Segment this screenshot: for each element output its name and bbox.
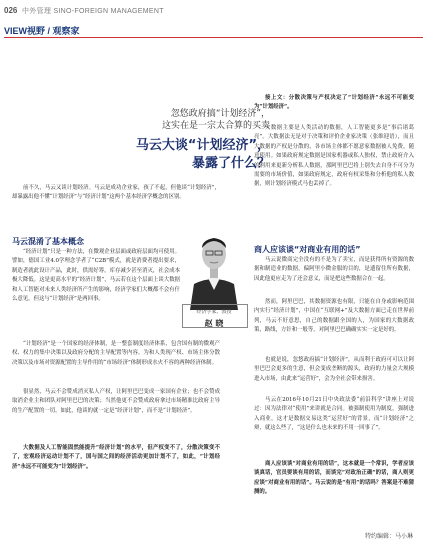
paragraph-9: 也就是说，忽悠政府搞“计划经济”，从而利于政府可可以让阿里巴巴会更多的生意，但会变成垄断的源头，政府的力量会大规模进入市场，由此来“运营好”，会为全社会带来损害。: [254, 357, 414, 382]
author-portrait: [186, 218, 242, 310]
author-name: 赵 晓: [204, 319, 224, 328]
paragraph-2: “经济计划”只是一种方法，在微观企业层面或政府层面均可使用。譬如，德国工业4.0学理念学者了“C2B”模式，就是消费者提出要求，制造者就此设计产品，此时，供需好筹，库存减少甚至消灭，社会成本极大降低。这是更高水平的“经济计划”，马云若在这个层面上谈大数据和人工智能对未来人类经济所产生的影响，经济学家们大概都不会有什么意见。但这与“计划经济”是两回事。: [12, 249, 180, 303]
paragraph-7: 马云说微商完全没有的不是为了卖宝，而是获得所有资源的数据和制造业的数据，偏阿里小微金服的目的，是遗留住所有数据，因此他更应走为了还会意义，而是把这些数据合在一起。: [254, 257, 414, 282]
paragraph-10: 马云在2016年10月21日中央政法委“前沿科学”讲座上对说过：因为法律对“使用”来讲就是合同。被强制使用为制度，强制进入商业，这才是数据交易这类“运营好”的背景，而“计划经济”之辩，就这么些了，“这是什么也未来的不用一回事了”。: [254, 397, 414, 432]
editor-credit: 特约编辑：马小琳: [364, 533, 413, 540]
section-divider: [4, 37, 423, 38]
article-title-line-2: 暴露了什么？: [191, 156, 270, 171]
paragraph-4: 很显然，马云不会赞成消灭私人产权，让阿里巴巴变成一家国有企业；也不会赞成取消企业主和团队对阿里巴巴的决策；当然他更不会赞成政府拿过市场精准比政府主导的生产配置的一切。如此，他谈的就一定是“经济计划”，而不是“计划经济”。: [12, 389, 220, 414]
portrait-caption: [186, 308, 242, 329]
magazine-name: 中外管理 SINO-FOREIGN MANAGEMENT: [22, 8, 164, 15]
article-title-line-1: 马云大谈“计划经济”，: [135, 138, 270, 153]
lead-line-1: 忽悠政府搞“计划经济”，: [170, 109, 270, 119]
paragraph-3: “计划经济”是一个国家的经济体制，是一整套制度经济体系，包含国有制的微观产权、权力的集中决策以及政府分配的主导配置等内容。为和人类现产权、市场主体分散决策以及市场对资源配置的主导作用的“市场经济”体制形成水火不容的两种经济体制。: [12, 341, 220, 366]
subhead-2: 商人应该谈“对商业有用的话”: [254, 245, 361, 254]
section-label: VIEW视野 / 观察家: [4, 26, 80, 36]
paragraph-11: 商人应该谈“对商业有用的话”，这本就是一个常识，学者应该谈真话，官员要谈有用的话，而谈完“对政治正确”的话，商人则更应谈“对商业有用的话”。马云说的是“有用”的话吗？答案是不难猜测的。: [254, 461, 414, 496]
page-header: [0, 0, 427, 22]
paragraph-5-continued: 接上文：分散决策与产权决定了“计划经济”永远不可能变为“计划经济”。: [254, 95, 414, 111]
subhead-1: 马云混淆了基本概念: [12, 237, 84, 246]
page-number: 026: [4, 6, 18, 15]
paragraph-1: 前不久，马云又谈计划经济。马云是成功企业家，孩了不起，但他谈“计划经济”，却暴露出他不懂“计划经济”与“经济计划”这两个基本经济学概念的区别。: [12, 185, 220, 201]
paragraph-6: 大数据主要是人类活动的数据，人工智能更多是“事后诸葛亮”。大数据法无是对于决策和评价企业家决策（张维迎语），而且大数据的产权是分散的，各市场主体都不愿意家数据被人免费，随意使用。如果政府规定数据是国家机器或私人独权，禁止政府介入的利用来更新分析私人数据，那阿里巴巴将上别失去自身不可分为需要的市场价值，如果政府规定，政府有权采集和分析他的私人数据，则计划经济模式马也丢掉了。: [254, 125, 414, 188]
paragraph-5: 大数据及人工智能固然能提升“经济计划”的水平，但产权变不了，分散决策变不了，宏观经济运动计划不了，国与国之间的经济活动更加计划不了，如此，“计划经济”永远不可能变为“计划经济”。: [12, 445, 220, 470]
paragraph-8: 然而，阿里巴巴，其数据资源也有限，只能在自身或影响范围内实行“经济计划”，中国在“互联网+”及大数据方面已走在世界前列，马云不好意思，自己的数据跟全国的人，为国家的大数据政策，路线，方针和一般等，对阿里巴巴确确实实一定是好的。: [254, 299, 414, 334]
lead-line-2: 这实在是一宗太合算的买卖: [161, 121, 270, 131]
author-role: 经济学家、教授: [196, 309, 232, 315]
